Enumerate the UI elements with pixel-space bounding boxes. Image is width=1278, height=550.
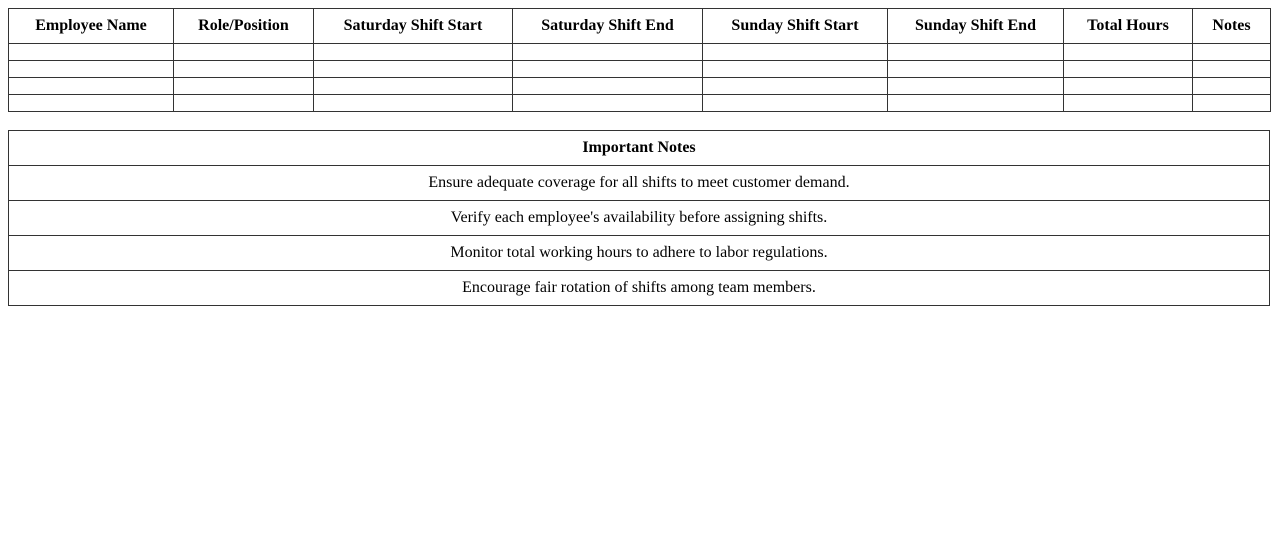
table-cell: [1064, 95, 1193, 112]
table-cell: [888, 95, 1064, 112]
table-row: [9, 44, 1271, 61]
header-sunday-shift-start: Sunday Shift Start: [703, 9, 888, 44]
table-cell: [703, 61, 888, 78]
table-cell: [513, 78, 703, 95]
table-cell: [9, 44, 174, 61]
table-cell: [1064, 61, 1193, 78]
table-cell: [314, 78, 513, 95]
note-row: [9, 271, 1270, 306]
important-notes-table: [8, 130, 1270, 306]
table-cell: [888, 61, 1064, 78]
table-cell: [1193, 61, 1271, 78]
header-role-position: Role/Position: [174, 9, 314, 44]
note-row: [9, 166, 1270, 201]
table-cell: [314, 95, 513, 112]
table-cell: [1064, 78, 1193, 95]
table-cell: [513, 61, 703, 78]
table-cell: [1064, 44, 1193, 61]
table-cell: [314, 61, 513, 78]
table-cell: [9, 78, 174, 95]
header-notes: Notes: [1193, 9, 1271, 44]
table-row: [9, 61, 1271, 78]
note-item: Verify each employee's availability before assigning shifts.: [9, 201, 1270, 236]
table-cell: [314, 44, 513, 61]
note-item: Ensure adequate coverage for all shifts to meet customer demand.: [9, 166, 1270, 201]
table-cell: [703, 78, 888, 95]
note-item: Monitor total working hours to adhere to labor regulations.: [9, 236, 1270, 271]
notes-title: Important Notes: [9, 131, 1270, 166]
table-cell: [9, 95, 174, 112]
table-cell: [1193, 95, 1271, 112]
header-saturday-shift-start: Saturday Shift Start: [314, 9, 513, 44]
table-cell: [703, 44, 888, 61]
header-row: [9, 9, 1271, 44]
note-row: [9, 201, 1270, 236]
table-row: [9, 78, 1271, 95]
header-employee-name: Employee Name: [9, 9, 174, 44]
table-cell: [1193, 44, 1271, 61]
table-cell: [174, 61, 314, 78]
header-total-hours: Total Hours: [1064, 9, 1193, 44]
header-sunday-shift-end: Sunday Shift End: [888, 9, 1064, 44]
table-cell: [888, 44, 1064, 61]
table-cell: [174, 78, 314, 95]
note-item: Encourage fair rotation of shifts among team members.: [9, 271, 1270, 306]
table-cell: [513, 95, 703, 112]
shift-schedule-table: [8, 8, 1271, 112]
table-cell: [703, 95, 888, 112]
table-cell: [174, 95, 314, 112]
table-cell: [174, 44, 314, 61]
table-cell: [9, 61, 174, 78]
table-cell: [1193, 78, 1271, 95]
note-row: [9, 236, 1270, 271]
table-row: [9, 95, 1271, 112]
table-cell: [513, 44, 703, 61]
table-cell: [888, 78, 1064, 95]
notes-header-row: [9, 131, 1270, 166]
header-saturday-shift-end: Saturday Shift End: [513, 9, 703, 44]
